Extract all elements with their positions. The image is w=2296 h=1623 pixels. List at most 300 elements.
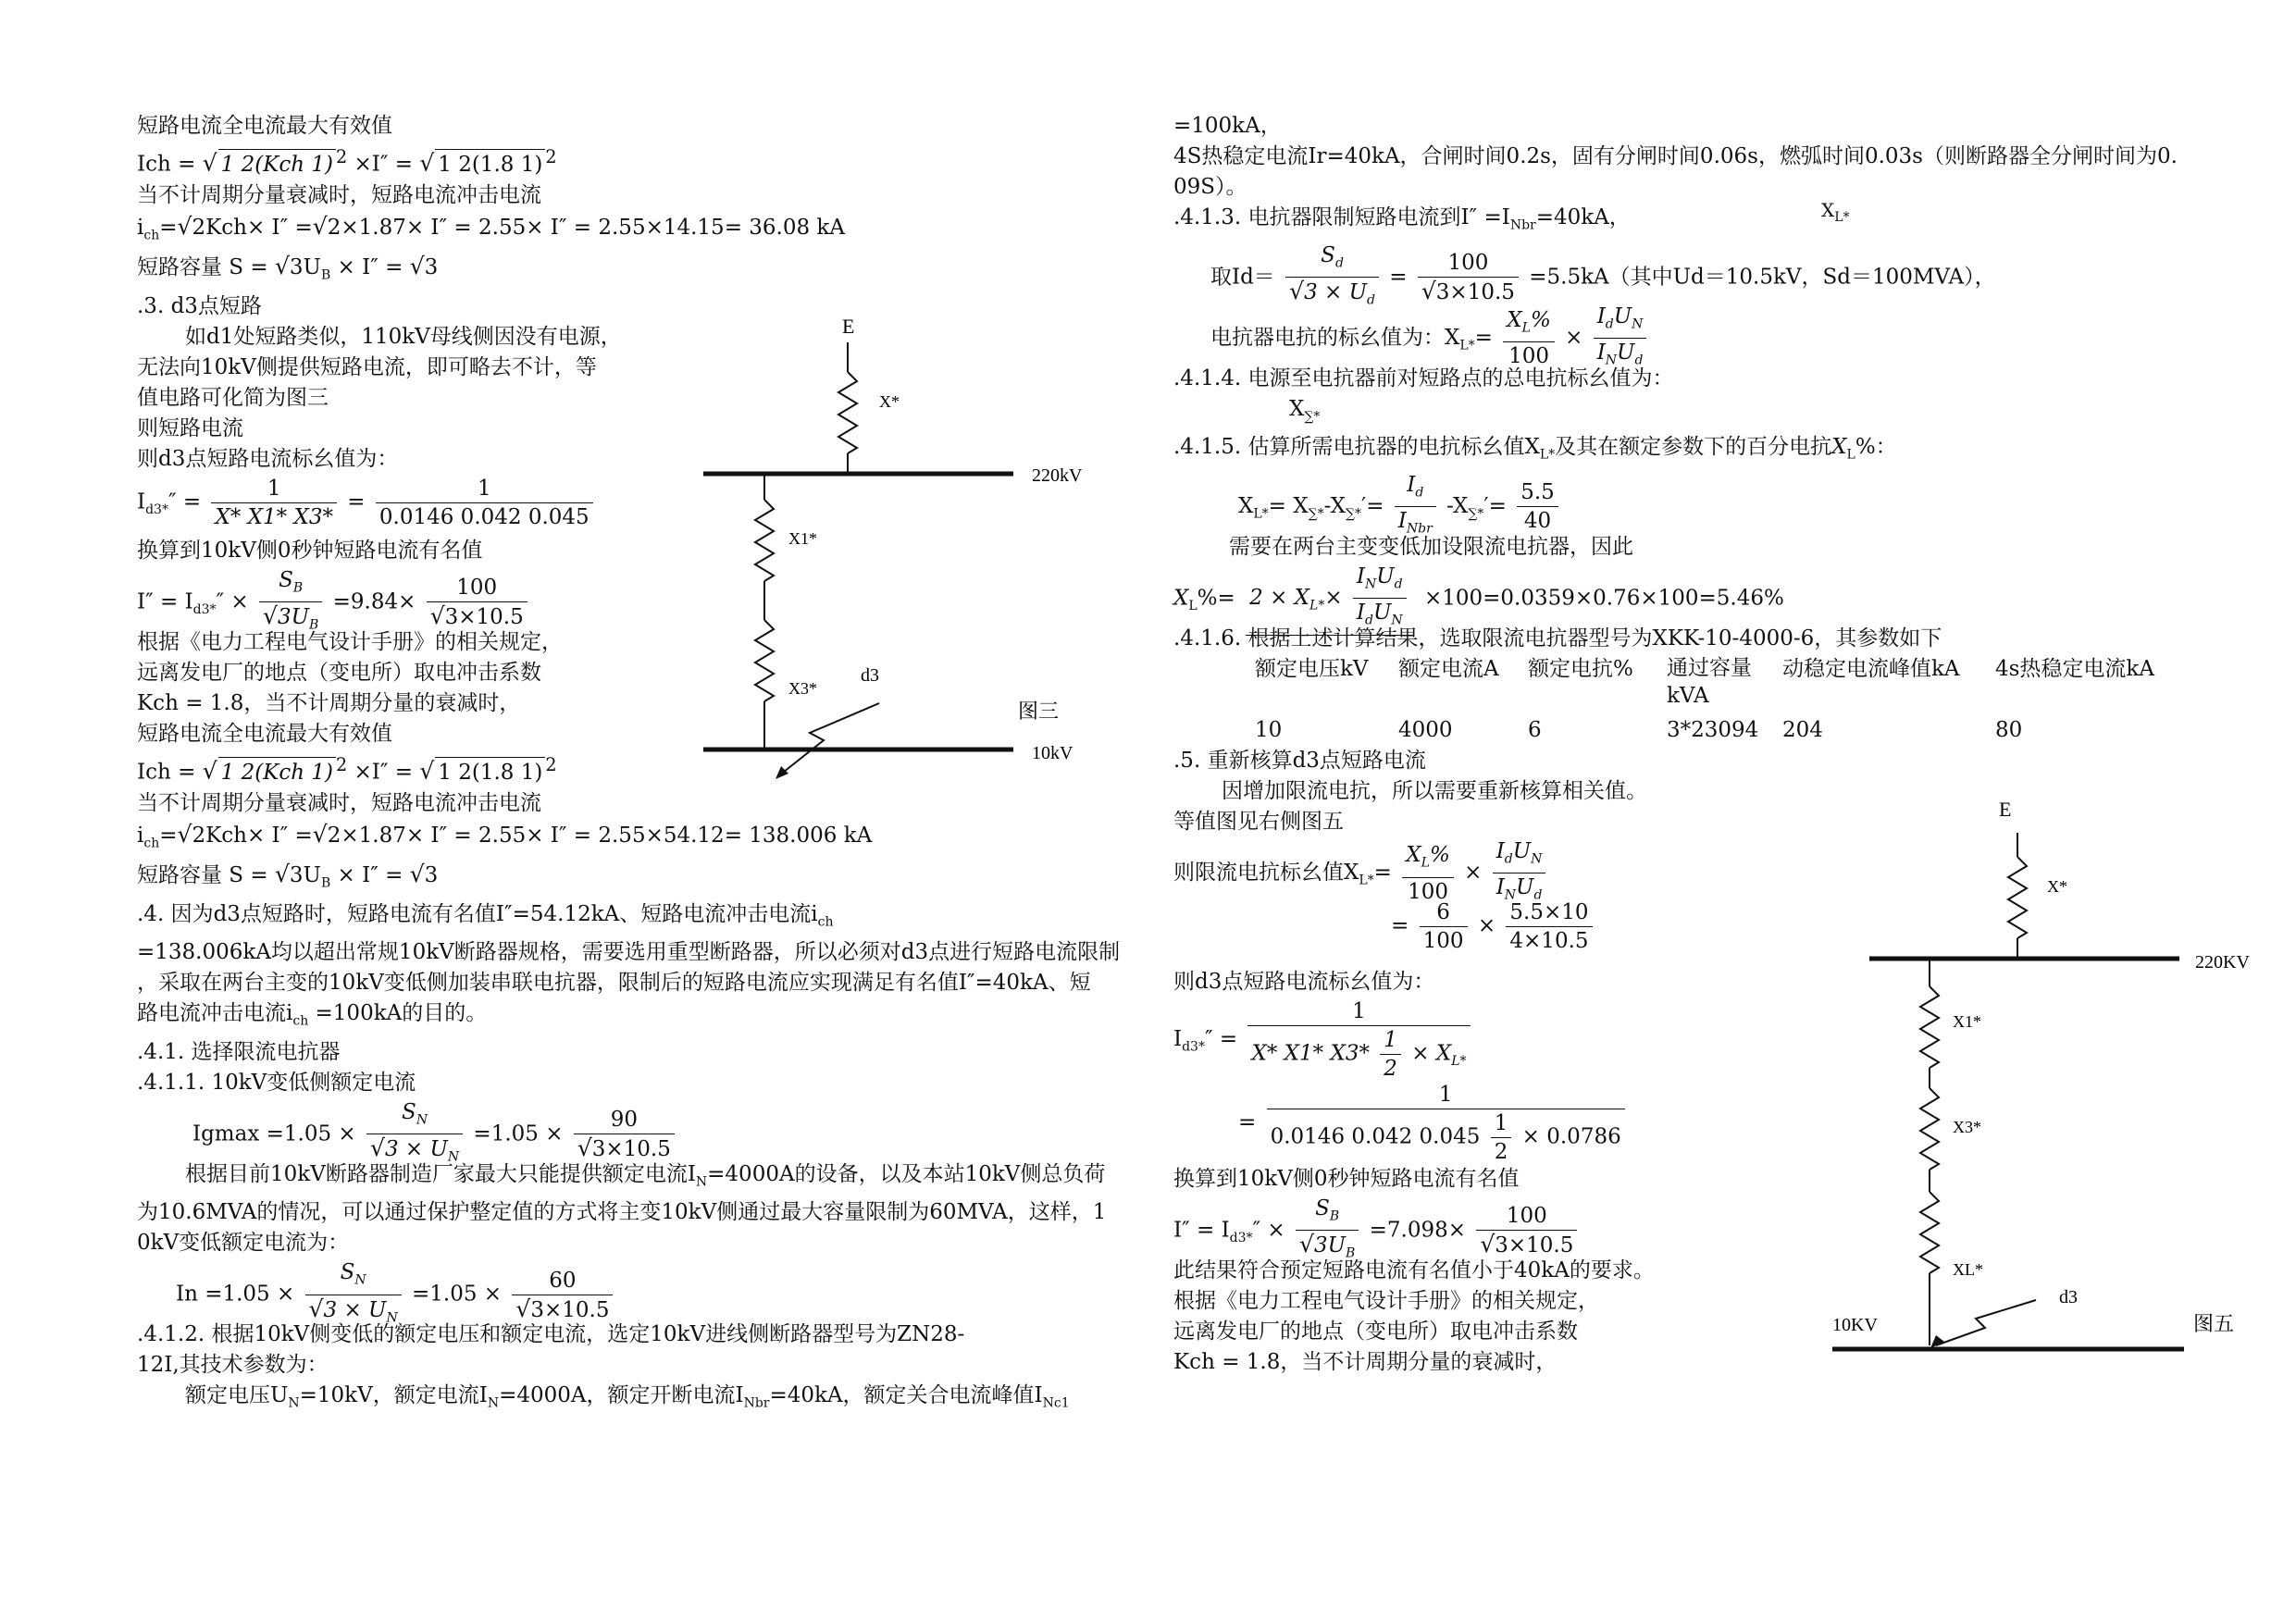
formula-term: 2Kch× I″ = <box>192 823 313 848</box>
formula-term: 则限流电抗标幺值X <box>1173 860 1359 885</box>
figure-5-diagram <box>1814 796 2258 1369</box>
formula-sub: B <box>292 580 304 596</box>
formula-capacity <box>137 251 1173 291</box>
formula-sub: N <box>1531 851 1543 867</box>
formula-sub: d <box>1504 851 1513 867</box>
fraction <box>1476 1202 1577 1259</box>
text-span: 路电流冲击电流i <box>137 1001 293 1026</box>
fig5-x-source-label: X* <box>2047 877 2067 896</box>
formula-term: 取Id＝ <box>1210 265 1275 290</box>
text-line: 短路电流全电流最大有效值 <box>137 114 392 138</box>
denominator: I <box>1356 601 1366 626</box>
spec-value: 4000 <box>1398 717 1453 742</box>
text-line: 12Ⅰ,其技术参数为： <box>137 1353 329 1378</box>
formula-term: Ich = <box>137 760 196 785</box>
formula-term: = <box>1238 1109 1257 1134</box>
fig5-arrowhead-icon <box>1930 1335 1944 1348</box>
formula-term: × <box>1565 325 1583 350</box>
numerator: I <box>1496 838 1505 863</box>
formula-term: = <box>1373 860 1392 885</box>
formula-term: 3 <box>424 863 439 888</box>
formula-sub: Nbr <box>1406 521 1433 537</box>
formula-sub: d <box>1533 887 1543 903</box>
formula-sub: L* <box>1834 210 1850 225</box>
formula-sub: d3* <box>145 502 168 517</box>
formula-id <box>1173 242 2228 308</box>
text-line: 此结果符合预定短路电流有名值小于40kA的要求。 <box>1173 1258 1655 1282</box>
text-span: X <box>1821 199 1835 221</box>
text-line: 值电路可化简为图三 <box>137 385 329 410</box>
sqrt-icon: √ <box>274 253 290 280</box>
formula-term: X <box>1238 493 1254 518</box>
fig5-bus-high-label: 220KV <box>2195 952 2250 973</box>
numerator: 5.5×10 <box>1506 898 1592 927</box>
numerator: 1 <box>1491 1109 1512 1138</box>
formula-term: ″ = <box>168 489 202 514</box>
formula-ich-impulse <box>137 211 1173 252</box>
formula-sub: d <box>1394 576 1403 592</box>
formula-term: 2×1.87× I″ = 2.55× I″ = 2.55×14.15= 36.08 kA <box>327 215 845 240</box>
fig3-x3-reactance <box>755 620 774 701</box>
formula-sub: d <box>1365 613 1373 628</box>
text-span: =100kA的目的。 <box>308 1001 488 1026</box>
numerator: × <box>1324 585 1343 610</box>
formula-sub: Nbr <box>743 1396 770 1412</box>
formula-sub: L* <box>1309 598 1325 613</box>
sqrt-icon: √ <box>1289 278 1305 305</box>
formula-term: 2×1.87× I″ = 2.55× I″ = 2.55×54.12= 138.006 kA <box>327 823 873 848</box>
formula-term: 2Kch× I″ = <box>192 215 313 240</box>
formula-sub: d <box>1334 255 1344 271</box>
sqrt-icon: √ <box>177 212 192 240</box>
denominator: X* X1* X3* <box>1251 1041 1370 1066</box>
numerator: 100 <box>1476 1202 1577 1231</box>
formula-sub: d <box>1634 353 1644 368</box>
spec-value: 3*23094 <box>1667 717 1759 742</box>
numerator: 5.5 <box>1517 478 1558 507</box>
fraction <box>512 1267 613 1324</box>
formula-sub: N <box>695 1174 708 1190</box>
formula-term: ″ = <box>1204 1026 1238 1051</box>
formula-term: I <box>137 489 146 514</box>
text-line: 换算到10kV侧0秒钟短路电流有名值 <box>1173 1166 1520 1191</box>
formula-sub: L <box>1188 598 1198 613</box>
text-span: 根据目前10kV断路器制造厂家最大只能提供额定电流I <box>185 1161 696 1186</box>
formula-xl <box>1173 303 2228 369</box>
text-line: 当不计周期分量衰减时，短路电流冲击电流 <box>137 790 541 815</box>
fig3-bus-low-label: 10kV <box>1032 743 1074 763</box>
spec-header-group <box>1667 654 1782 710</box>
text-line <box>137 1381 1173 1419</box>
section-heading <box>137 899 1173 938</box>
sqrt-icon: √ <box>274 861 290 888</box>
text-span: .4.1.3. 电抗器限制短路电流到I″ =I <box>1173 205 1510 229</box>
sqrt-icon: √ <box>312 212 328 240</box>
numerator: 1 <box>376 475 593 503</box>
formula-sub: L* <box>1253 506 1269 522</box>
sqrt-icon: √ <box>1480 1231 1496 1258</box>
numerator: % <box>1429 843 1450 868</box>
formula-xl-star <box>1173 471 2228 537</box>
numerator: I <box>1596 304 1606 328</box>
fig3-fault-label: d3 <box>861 665 879 686</box>
formula-term: I″ = I <box>1173 1218 1230 1243</box>
numerator: 1 <box>1267 1081 1625 1109</box>
formula-term: ×I″ = <box>354 152 414 177</box>
fraction <box>1247 997 1470 1083</box>
text-line: ，采取在两台主变的10kV变低侧加装串联电抗器，限制后的短路电流应实现满足有名值I″=40kA、短 <box>137 971 1091 996</box>
text-span: =10kV，额定电流I <box>299 1383 488 1408</box>
formula-sub: L <box>1846 447 1855 463</box>
numerator: 1 <box>1247 997 1470 1026</box>
denominator: × X <box>1411 1041 1452 1066</box>
formula-sub: L* <box>1459 338 1475 353</box>
text-line: 无法向10kV侧提供短路电流，即可略去不计，等 <box>137 354 597 379</box>
formula-sub: L* <box>1451 1053 1467 1069</box>
formula-sub: d <box>1415 485 1424 501</box>
formula-term: i <box>137 823 144 848</box>
sqrt-icon: √ <box>419 757 435 785</box>
formula-capacity-2 <box>137 859 1173 899</box>
denominator: 100 <box>1408 879 1448 904</box>
text-line: =100kA， <box>1173 114 1282 138</box>
spec-header: 额定电压kV <box>1255 656 1369 681</box>
formula-term: 1 2(1.8 1) <box>435 757 545 788</box>
denominator: 40 <box>1523 509 1552 534</box>
denominator: U <box>1617 341 1635 365</box>
denominator: × 0.0786 <box>1521 1124 1621 1149</box>
section-heading: .3. d3点短路 <box>137 293 262 318</box>
formula-sub: B <box>309 618 319 634</box>
fraction <box>1503 306 1555 371</box>
fig3-x3-label: X3* <box>788 679 817 698</box>
sqrt-icon: √ <box>308 1295 324 1323</box>
text-span: .4.1.5. 估算所需电抗器的电抗标幺值X <box>1173 435 1540 460</box>
numerator: S <box>1315 1196 1330 1220</box>
formula-sub: N <box>1632 316 1644 332</box>
fig5-source-reactance <box>2008 857 2027 938</box>
formula-term: = <box>159 823 178 848</box>
spec-unit: kVA <box>1667 683 1709 708</box>
denominator: 3 × U <box>323 1298 387 1323</box>
numerator: U <box>1376 564 1395 588</box>
denominator: 2 <box>1494 1139 1508 1164</box>
denominator: 3×10.5 <box>530 1298 610 1323</box>
section-heading: .4.1.2. 根据10kV侧变低的额定电压和额定电流，选定10kV进线侧断路器型号为ZN28- <box>137 1322 965 1347</box>
formula-ich-2: Ich = √ 1 2(Kch 1) $^2$ ×I″ = √ 1 2(1.8 1) $^2$ <box>137 750 1173 788</box>
numerator: 100 <box>1418 249 1519 278</box>
formula-sub: ∑* <box>1304 409 1321 425</box>
denominator: X* X1* X3* <box>215 504 333 529</box>
formula-sub: ch <box>292 1013 309 1029</box>
formula-sub: L* <box>1359 873 1374 888</box>
formula-sub: ch <box>143 836 160 851</box>
numerator: 2 × X <box>1249 585 1310 610</box>
fig5-fault-arrow-icon <box>1936 1300 2036 1345</box>
denominator: I <box>1397 509 1407 534</box>
fig3-source-reactance <box>838 372 857 453</box>
text-line: 则d3点短路电流标幺值为： <box>137 446 399 471</box>
formula-sub: N <box>416 1112 428 1128</box>
formula-term: 3 <box>424 255 439 280</box>
denominator: 3U <box>1313 1233 1346 1258</box>
text-line: 根据《电力工程电气设计手册》的相关规定， <box>137 629 563 654</box>
sqrt-icon: √ <box>312 820 328 848</box>
sqrt-icon: √ <box>370 1134 385 1162</box>
numerator: S <box>1321 242 1335 267</box>
spec-value: 6 <box>1528 717 1542 742</box>
sqrt-icon: √ <box>409 861 425 888</box>
section-heading: .4.1.1. 10kV变低侧额定电流 <box>137 1070 416 1095</box>
formula-term: =7.098× <box>1369 1218 1466 1243</box>
fraction <box>1402 841 1454 906</box>
formula-term: 1 2(Kch 1) <box>218 757 336 788</box>
spec-header: 动稳定电流峰值kA <box>1782 656 1960 681</box>
text-span: =40kA，额定关合电流峰值I <box>769 1383 1043 1408</box>
formula-term: I <box>1173 1026 1183 1051</box>
text-line <box>137 1159 1173 1198</box>
text-line: 远离发电厂的地点（变电所）取电冲击系数 <box>1173 1319 1578 1344</box>
fig5-caption: 图五 <box>2193 1312 2235 1335</box>
text-line: Kch = 1.8，当不计周期分量的衰减时， <box>1173 1349 1558 1374</box>
formula-sub: N <box>487 1396 500 1412</box>
formula-sub: d3* <box>192 602 217 618</box>
fig3-arrowhead-icon <box>776 766 788 779</box>
formula-term: 1 2(1.8 1) <box>435 149 545 180</box>
numerator: % <box>1530 307 1551 332</box>
formula-xl-percent <box>1173 563 2228 628</box>
numerator: S <box>279 567 293 592</box>
denominator: 3×10.5 <box>444 605 524 630</box>
fig3-x1-label: X1* <box>788 529 817 548</box>
fraction <box>1517 478 1558 535</box>
spec-value: 10 <box>1255 717 1283 742</box>
denominator: U <box>1516 875 1534 900</box>
numerator: U <box>1613 304 1632 328</box>
spec-header: 4s热稳定电流kA <box>1995 656 2154 681</box>
numerator: X <box>1406 843 1421 868</box>
sqrt-icon: √ <box>1421 278 1436 305</box>
section-heading: .4.1.4. 电源至电抗器前对短路点的总电抗标幺值为： <box>1173 365 1674 390</box>
formula-term: -X <box>1446 493 1469 518</box>
formula-term: × <box>1477 913 1496 938</box>
text-span: 额定电压U <box>185 1383 289 1408</box>
formula-term: 短路容量 S = <box>137 255 268 280</box>
section-heading: .4.1.6. 根据上述计算结果，选取限流电抗器型号为XKK-10-4000-6，其参数如下 <box>1173 626 1942 650</box>
formula-term: X <box>1173 586 1189 611</box>
formula-term: = <box>1389 265 1408 290</box>
denominator: 3 × U <box>384 1137 448 1162</box>
formula-sub: d3* <box>1229 1230 1253 1245</box>
text-line: 远离发电厂的地点（变电所）取电冲击系数 <box>137 660 541 685</box>
formula-ich-impulse-2 <box>137 819 1173 860</box>
xl-floating-label <box>1821 195 1850 233</box>
text-line: 需要在两台主变变低加设限流电抗器，因此 <box>1229 534 1633 559</box>
spec-table <box>1173 654 2228 715</box>
text-line: 因增加限流电抗，所以需要重新核算相关值。 <box>1222 778 1647 803</box>
formula-sub: N <box>386 1310 398 1326</box>
formula-term: ″ × <box>216 589 249 614</box>
formula-ich: Ich = √ 1 2(Kch 1) $^2$ ×I″ = √ 1 2(1.8 1) $^2$ <box>137 142 1173 180</box>
fraction <box>1380 1026 1401 1083</box>
formula-sub: B <box>1346 1245 1356 1261</box>
fraction <box>1267 1081 1625 1166</box>
text-span: =4000A，额定开断电流I <box>499 1383 744 1408</box>
sqrt-icon: √ <box>1299 1231 1314 1258</box>
section-heading <box>1173 199 2228 242</box>
sqrt-icon: √ <box>202 757 217 785</box>
formula-sub: d3* <box>1182 1039 1205 1055</box>
numerator: S <box>402 1099 416 1124</box>
formula-sub: N <box>1391 613 1403 628</box>
formula-term: = X <box>1268 493 1309 518</box>
text-line <box>137 998 1173 1037</box>
fig5-xl-label: XL* <box>1953 1260 1983 1279</box>
formula-sub: L <box>1421 855 1430 871</box>
text-line: 则d3点短路电流标幺值为： <box>1173 969 1435 994</box>
text-line: =138.006kA均以超出常规10kV断路器规格，需要选用重型断路器，所以必须对d3点进行短路电流限制 <box>137 940 1121 965</box>
formula-sub: Nbr <box>1509 217 1536 233</box>
fraction <box>574 1106 675 1163</box>
fig3-bus-high-label: 220kV <box>1032 465 1083 486</box>
text-line: 当不计周期分量衰减时，短路电流冲击电流 <box>137 182 541 207</box>
formula-sub: N <box>288 1396 300 1412</box>
formula-term: i <box>137 215 144 240</box>
figure-3-diagram <box>685 305 1129 787</box>
formula-term: ′= <box>1483 493 1507 518</box>
denominator: U <box>1372 601 1392 626</box>
denominator: 3×10.5 <box>591 1137 671 1162</box>
formula-term: 电抗器电抗的标幺值为：X <box>1210 325 1460 350</box>
formula-term: In =1.05 × <box>176 1282 295 1307</box>
formula-term: ×I″ = <box>354 760 414 785</box>
numerator: I <box>1407 472 1416 497</box>
formula-term: 1 2(Kch 1) <box>218 149 336 180</box>
sqrt-icon: √ <box>177 820 192 848</box>
fig5-source-label: E <box>1999 798 2012 821</box>
fig5-x3-reactance <box>1920 1088 1939 1170</box>
formula-sub: ch <box>143 228 160 243</box>
denominator: 3×10.5 <box>1495 1233 1574 1258</box>
formula-sub: N <box>1605 353 1618 368</box>
fig5-x1-reactance <box>1920 986 1939 1068</box>
spec-values-row <box>1173 715 2228 746</box>
spec-header: 通过容量 <box>1667 655 1752 680</box>
formula-sub: N <box>1504 887 1517 903</box>
spec-header: 额定电流A <box>1398 656 1499 681</box>
section-heading: .4.1. 选择限流电抗器 <box>137 1039 341 1064</box>
sqrt-icon: √ <box>202 149 217 177</box>
numerator: 100 <box>427 574 527 602</box>
spec-value: 204 <box>1782 717 1823 742</box>
text-line: Kch = 1.8，当不计周期分量的衰减时， <box>137 690 521 715</box>
formula-term: 3U <box>289 863 321 888</box>
numerator: 90 <box>574 1106 675 1134</box>
text-span: =4000A的设备，以及本站10kV侧总负荷 <box>707 1161 1106 1186</box>
formula-term: X <box>1289 396 1305 421</box>
numerator: 1 <box>1380 1026 1401 1055</box>
formula-sub: L* <box>1539 447 1556 463</box>
text-line: 为10.6MVA的情况，可以通过保护整定值的方式将主变10kV侧通过最大容量限制为60MVA，这样，1 <box>137 1200 1107 1225</box>
formula-xsum <box>1173 394 2228 433</box>
text-line: 短路电流全电流最大有效值 <box>137 721 392 746</box>
formula-sub: ch <box>817 914 834 930</box>
numerator: X <box>1507 307 1522 332</box>
fig3-fault-arrow-icon <box>779 703 879 775</box>
text-line: 则短路电流 <box>137 415 243 440</box>
formula-term: =1.05 × <box>473 1121 564 1146</box>
text-span: X <box>1831 435 1847 460</box>
formula-term: =1.05 × <box>412 1282 503 1307</box>
numerator: S <box>340 1260 355 1285</box>
formula-sub: d <box>1605 316 1614 332</box>
fraction <box>1506 898 1592 955</box>
fig5-bus-low-label: 10KV <box>1832 1315 1878 1335</box>
formula-sub: ∑* <box>1308 506 1324 522</box>
sqrt-icon: √ <box>419 149 435 177</box>
formula-term: ″ × <box>1252 1218 1285 1243</box>
denominator: 100 <box>1422 928 1464 953</box>
formula-sub: Nc1 <box>1042 1396 1070 1412</box>
formula-sub: ∑* <box>1345 506 1361 522</box>
numerator: U <box>1512 838 1532 863</box>
fig3-x-source-label: X* <box>879 392 900 411</box>
text-span: =40kA， <box>1535 205 1631 229</box>
denominator: 3×10.5 <box>1435 280 1515 305</box>
denominator: 3U <box>277 605 309 630</box>
formula-sub: N <box>354 1273 366 1289</box>
fraction <box>427 574 527 631</box>
sqrt-icon: √ <box>263 602 278 630</box>
fraction <box>1491 1109 1512 1166</box>
denominator: 0.0146 0.042 0.045 <box>1270 1124 1481 1149</box>
formula-sub: N <box>1365 576 1377 592</box>
sqrt-icon: √ <box>409 253 425 280</box>
fig3-x1-reactance <box>755 500 774 581</box>
sqrt-icon: √ <box>429 602 445 630</box>
formula-sub: d <box>1366 292 1375 308</box>
denominator: 2 <box>1384 1056 1397 1081</box>
formula-term: = <box>1474 325 1493 350</box>
text-line: 4S热稳定电流Ir=40kA，合闸时间0.2s，固有分闸时间0.06s，燃弧时间0.03s（则断路器全分闸时间为0. <box>1173 144 2178 168</box>
fraction <box>1420 898 1468 955</box>
formula-term: I″ = I <box>137 589 193 614</box>
denominator: 3 × U <box>1304 280 1367 305</box>
fraction <box>1418 249 1519 306</box>
formula-term: 3U <box>289 255 321 280</box>
sqrt-icon: √ <box>515 1295 531 1323</box>
numerator: 6 <box>1420 898 1468 927</box>
denominator: 100 <box>1508 344 1549 369</box>
formula-term: = <box>347 489 366 514</box>
formula-term: × I″ = <box>330 255 403 280</box>
spec-header: 额定电抗% <box>1528 656 1633 681</box>
numerator: I <box>1356 564 1366 588</box>
fraction <box>211 475 337 531</box>
formula-sub: L <box>1521 320 1531 336</box>
text-line: 09S）。 <box>1173 175 1247 199</box>
formula-sub: B <box>320 875 331 891</box>
text-span: .4. 因为d3点短路时，短路电流有名值I″=54.12kA、短路电流冲击电流i <box>137 901 818 926</box>
denominator: 4×10.5 <box>1509 928 1589 953</box>
fig5-x1-label: X1* <box>1953 1012 1981 1031</box>
sqrt-icon: √ <box>577 1134 592 1162</box>
text-span: 及其在额定参数下的百分电抗 <box>1555 435 1832 460</box>
formula-igmax <box>137 1098 1173 1166</box>
denominator: I <box>1596 341 1606 365</box>
fig5-xl-reactance <box>1920 1192 1939 1273</box>
formula-term: 短路容量 S = <box>137 863 268 888</box>
